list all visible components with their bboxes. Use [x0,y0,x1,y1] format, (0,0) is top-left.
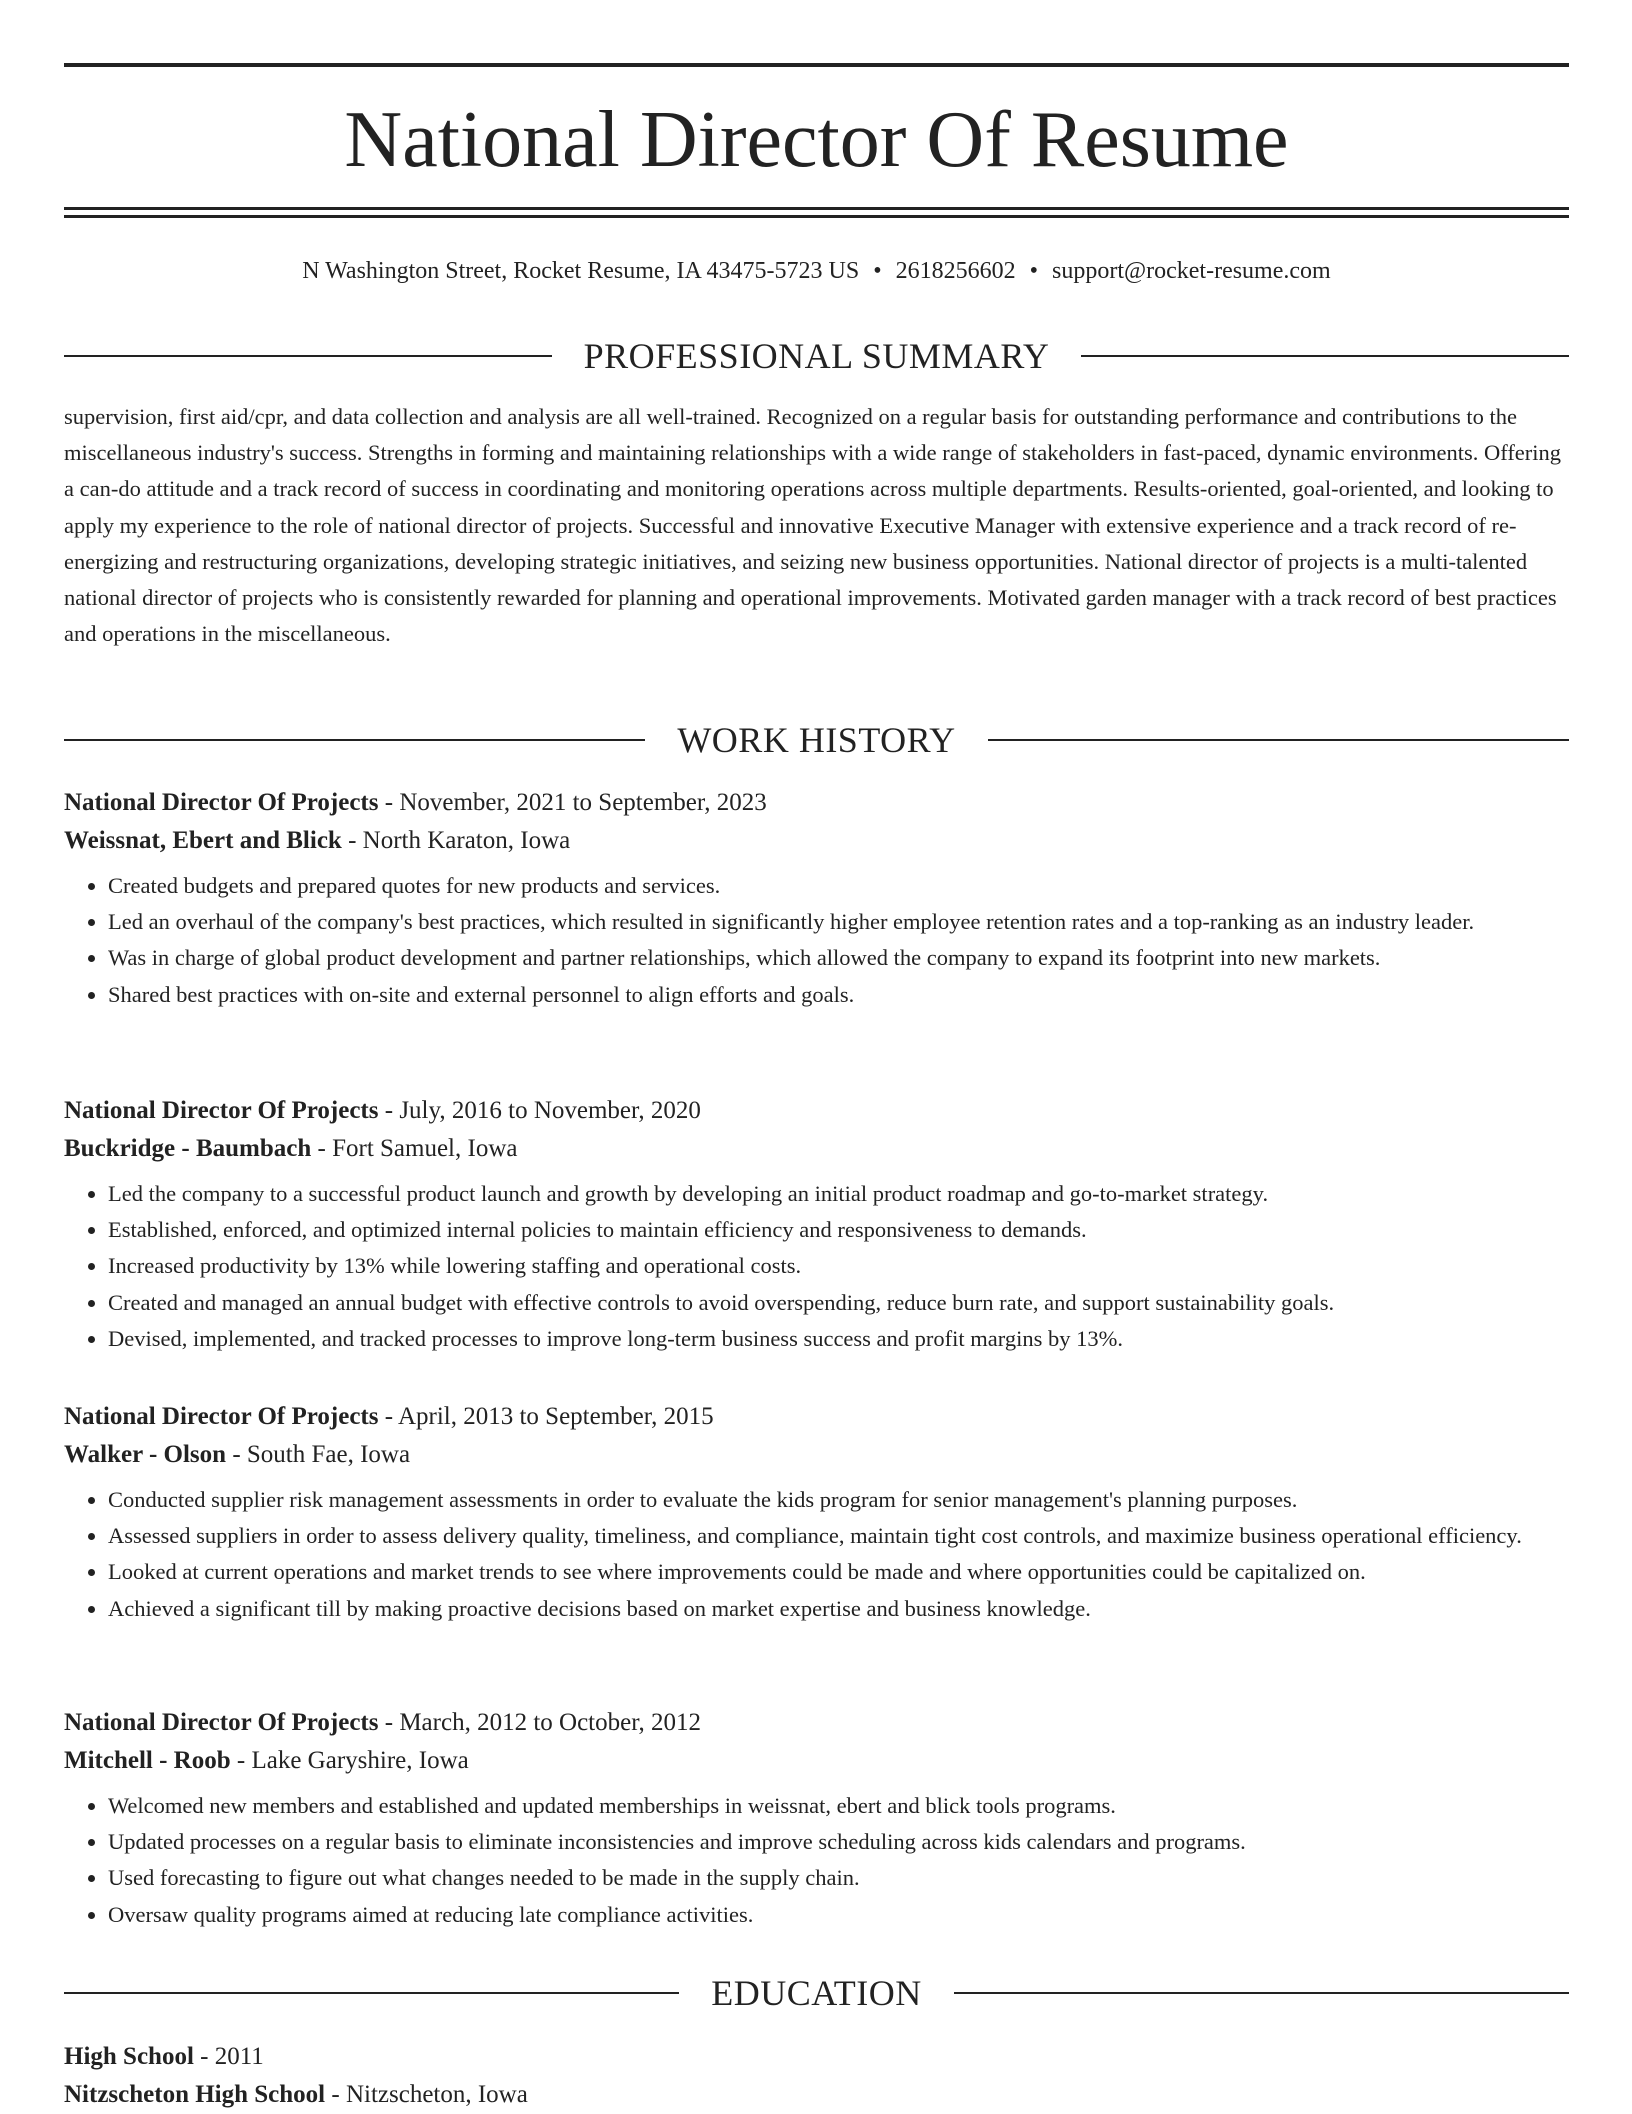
job-entry [64,1092,1569,1357]
section-title: WORK HISTORY [677,720,956,760]
job-location: - South Fae, Iowa [226,1441,411,1468]
heading-rule [1081,355,1569,357]
job-bullet: • Created budgets and prepared quotes for new products and services. [108,868,1569,904]
education-school-line [64,2076,1569,2114]
education-degree-line [64,2038,1569,2076]
job-company-line [64,1436,1569,1474]
job-bullet: • Created and managed an annual budget with effective controls to avoid overspending, reduce burn rate, and support sustainability goals. [108,1285,1569,1321]
section-title: EDUCATION [711,1973,922,2013]
job-title: National Director Of Projects [64,789,379,816]
job-title: National Director Of Projects [64,1709,379,1736]
job-company-line [64,1742,1569,1780]
job-location: - Fort Samuel, Iowa [311,1135,518,1162]
job-bullet: • Used forecasting to figure out what changes needed to be made in the supply chain. [108,1860,1569,1896]
job-company: Weissnat, Ebert and Blick [64,827,342,854]
heading-rule [954,1992,1569,1994]
education-year: - 2011 [193,2043,264,2070]
name-underline-rule [64,207,1569,210]
job-dates: - April, 2013 to September, 2015 [378,1403,714,1430]
job-title: National Director Of Projects [64,1403,379,1430]
top-rule [64,63,1569,67]
job-dates: - November, 2021 to September, 2023 [378,789,767,816]
job-bullet: • Led an overhaul of the company's best practices, which resulted in significantly higher employee retention rates and a top-ranking as an industry leader. [108,904,1569,940]
resume-name: National Director Of Resume [344,96,1289,184]
contact-line [64,254,1569,288]
job-entry [64,784,1569,1013]
contact-separator: • [873,258,882,284]
job-dates: - March, 2012 to October, 2012 [378,1709,702,1736]
job-location: - North Karaton, Iowa [341,827,571,854]
section-title: PROFESSIONAL SUMMARY [583,336,1050,376]
heading-rule [64,1992,679,1994]
heading-rule [64,739,645,741]
job-company-line [64,1130,1569,1168]
education-location: - Nitzscheton, Iowa [325,2081,528,2108]
job-bullet: • Oversaw quality programs aimed at reducing late compliance activities. [108,1897,1569,1933]
job-title-line [64,784,1569,822]
job-bullet: • Devised, implemented, and tracked processes to improve long-term business success and profit margins by 13%. [108,1321,1569,1357]
contact-email: support@rocket-resume.com [1052,258,1331,284]
job-bullet: • Was in charge of global product development and partner relationships, which allowed the company to expand its footprint into new markets. [108,940,1569,976]
job-bullet: • Led the company to a successful product launch and growth by developing an initial product roadmap and go-to-market strategy. [108,1176,1569,1212]
education-school: Nitzscheton High School [64,2081,326,2108]
job-bullet: • Assessed suppliers in order to assess delivery quality, timeliness, and compliance, maintain tight cost controls, and maximize business operational efficiency. [108,1518,1569,1554]
job-bullet: • Looked at current operations and market trends to see where improvements could be made and where opportunities could be capitalized on. [108,1554,1569,1590]
job-company: Buckridge - Baumbach [64,1135,312,1162]
job-title-line [64,1092,1569,1130]
section-heading-work-history [64,718,1569,762]
job-bullet: • Conducted supplier risk management assessments in order to evaluate the kids program for senior management's planning purposes. [108,1482,1569,1518]
job-location: - Lake Garyshire, Iowa [230,1747,469,1774]
job-bullet: • Increased productivity by 13% while lowering staffing and operational costs. [108,1248,1569,1284]
job-bullet: • Achieved a significant till by making proactive decisions based on market expertise and business knowledge. [108,1591,1569,1627]
heading-rule [988,739,1569,741]
name-underline-rule-second [64,215,1569,218]
contact-phone: 2618256602 [895,258,1016,284]
job-entry [64,1398,1569,1627]
job-title-line [64,1398,1569,1436]
contact-address: N Washington Street, Rocket Resume, IA 43475-5723 US [302,258,860,284]
job-company: Mitchell - Roob [64,1747,231,1774]
job-title-line [64,1704,1569,1742]
contact-separator: • [1029,258,1039,284]
job-bullets [64,1482,1569,1627]
job-entry [64,1704,1569,1933]
section-heading-summary [64,334,1569,378]
job-bullet: • Shared best practices with on-site and external personnel to align efforts and goals. [108,977,1569,1013]
job-bullet: • Updated processes on a regular basis to eliminate inconsistencies and improve scheduling across kids calendars and programs. [108,1824,1569,1860]
education-entry [64,2038,1569,2114]
education-degree: High School [64,2043,194,2070]
job-title: National Director Of Projects [64,1097,379,1124]
heading-rule [64,355,552,357]
job-bullet: • Established, enforced, and optimized internal policies to maintain efficiency and responsiveness to demands. [108,1212,1569,1248]
job-bullet: • Welcomed new members and established and updated memberships in weissnat, ebert and blick tools programs. [108,1788,1569,1824]
summary-text: supervision, first aid/cpr, and data collection and analysis are all well-trained. Recognized on a regular basis for outstanding performance and contributions to the miscellaneous industry's success. Strengths in forming and maintaining relationships with a wide range of stakeholders in fast-paced, dynamic environments. Offering a can-do attitude and a track record of success in coordinating and monitoring operations across multiple departments. Results-oriented, goal-oriented, and looking to apply my experience to the role of national director of projects. Successful and innovative Executive Manager with extensive experience and a track record of re-energizing and restructuring organizations, developing strategic initiatives, and seizing new business opportunities. National director of projects is a multi-talented national director of projects who is consistently rewarded for planning and operational improvements. Motivated garden manager with a track record of best practices and operations in the miscellaneous. [64,404,1562,647]
job-bullets [64,1788,1569,1933]
job-bullets [64,1176,1569,1357]
job-bullets [64,868,1569,1013]
section-heading-education [64,1971,1569,2015]
job-dates: - July, 2016 to November, 2020 [378,1097,701,1124]
job-company: Walker - Olson [64,1441,227,1468]
job-company-line [64,822,1569,860]
